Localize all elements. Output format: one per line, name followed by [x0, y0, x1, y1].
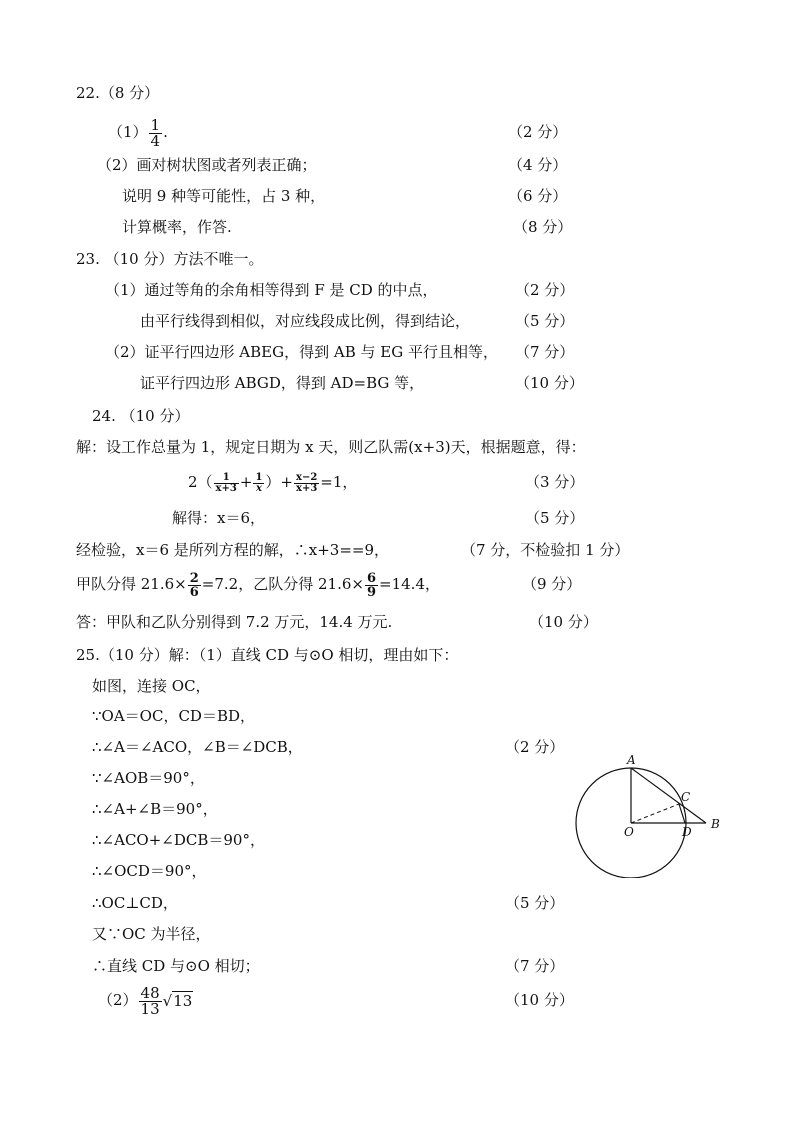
- q24-answer: 答：甲队和乙队分别得到 7.2 万元，14.4 万元.: [76, 613, 393, 631]
- q25-part2-label: （2）: [98, 991, 138, 1009]
- q23-line4: 证平行四边形 ABGD，得到 AD=BG 等，: [140, 374, 425, 392]
- q24-share-score: （9 分）: [522, 575, 582, 593]
- q24-header: 24. （10 分）: [92, 407, 190, 425]
- q24-eq-f2-denominator: x: [255, 482, 262, 494]
- q24-solve: 解得：x＝6，: [172, 509, 266, 527]
- q24-eq-fraction-3: [294, 473, 319, 494]
- q23-line2: 由平行线得到相似，对应线段成比例，得到结论，: [140, 312, 471, 330]
- q24-eq-plus: +: [239, 473, 253, 491]
- q25-line9: 又∵OC 为半径，: [92, 925, 211, 943]
- q25-geometry-figure: [568, 748, 738, 878]
- q22-part1-fraction: [149, 115, 163, 150]
- q24-equation-score: （3 分）: [525, 473, 585, 491]
- q23-line2-score: （5 分）: [515, 312, 575, 330]
- label-a: A: [627, 753, 636, 767]
- q23-header: 23. （10 分）方法不唯一。: [76, 250, 264, 268]
- q22-part2-line2-score: （6 分）: [508, 187, 568, 205]
- q24-check-score: （7 分，不检验扣 1 分）: [461, 541, 630, 559]
- q25-line1: 如图，连接 OC，: [92, 677, 211, 695]
- q24-eq-f3-denominator: x+3: [295, 482, 318, 494]
- q22-part2-line3-score: （8 分）: [513, 218, 573, 236]
- q24-share-a-numerator: 2: [189, 570, 199, 586]
- q25-line10-score: （7 分）: [505, 957, 565, 975]
- q23-line4-score: （10 分）: [515, 374, 584, 392]
- q24-answer-score: （10 分）: [529, 613, 598, 631]
- q24-eq-f1-numerator: 1: [214, 473, 239, 484]
- q24-share-a-fraction: [188, 572, 201, 599]
- q24-share-a-denominator: 6: [189, 584, 199, 600]
- q24-check: 经检验，x＝6 是所列方程的解，∴x+3==9，: [76, 541, 390, 559]
- q23-line1-score: （2 分）: [515, 281, 575, 299]
- q24-eq-f3-numerator: x−2: [295, 471, 318, 483]
- q25-part2-sqrt: √13: [162, 992, 193, 1010]
- q24-intro: 解：设工作总量为 1，规定日期为 x 天，则乙队需(x+3)天，根据题意，得：: [76, 438, 586, 456]
- q25-line4: ∵∠AOB＝90°，: [92, 769, 205, 787]
- q24-share-b-fraction: [365, 572, 378, 599]
- q25-line6: ∴∠ACO+∠DCB＝90°，: [92, 831, 265, 849]
- q24-eq-lead: 2（: [188, 473, 213, 491]
- q24-eq-fraction-2: [253, 473, 264, 494]
- q25-line10: ∴直线 CD 与⊙O 相切；: [92, 957, 260, 975]
- segment-oc: [631, 804, 679, 823]
- q22-part1-numerator: 1: [150, 115, 161, 134]
- q25-line3-score: （2 分）: [505, 738, 565, 756]
- q22-part2-line2: 说明 9 种等可能性，占 3 种，: [122, 187, 326, 205]
- q25-line5: ∴∠A+∠B＝90°，: [92, 800, 218, 818]
- q22-part2-line1: （2）画对树状图或者列表正确；: [97, 156, 317, 174]
- q23-line3: （2）证平行四边形 ABEG，得到 AB 与 EG 平行且相等，: [105, 343, 498, 361]
- q24-eq-tail: =1，: [320, 473, 358, 491]
- q25-part2-fraction: [139, 983, 162, 1018]
- q25-line2: ∵OA＝OC，CD＝BD，: [92, 707, 256, 725]
- q23-line1: （1）通过等角的余角相等得到 F 是 CD 的中点，: [105, 281, 438, 299]
- q25-part2-score: （10 分）: [505, 991, 574, 1009]
- q24-share-a-tail: =7.2，乙队分得 21.6×: [201, 575, 364, 593]
- q25-header: 25.（10 分）解：（1）直线 CD 与⊙O 相切，理由如下：: [76, 646, 459, 664]
- q25-line7: ∴∠OCD＝90°，: [92, 862, 207, 880]
- q24-equation: [188, 465, 357, 499]
- q24-eq-fraction-1: [214, 473, 239, 494]
- q24-solve-score: （5 分）: [525, 509, 585, 527]
- q25-part2: [98, 982, 193, 1019]
- label-d: D: [682, 825, 692, 839]
- q25-part2-numerator: 48: [140, 983, 160, 1002]
- q24-eq-f1-denominator: x+3: [215, 482, 237, 494]
- q24-share-b-numerator: 6: [366, 570, 377, 586]
- label-c: C: [681, 790, 691, 804]
- q22-part1-score: （2 分）: [508, 123, 568, 141]
- segment-ab: [631, 768, 706, 823]
- q24-eq-mid: ）+: [265, 473, 293, 491]
- q22-part2-line3: 计算概率，作答.: [122, 218, 232, 236]
- q25-part2-radicand: 13: [173, 992, 193, 1010]
- q23-line3-score: （7 分）: [515, 343, 575, 361]
- q22-part1-label: （1）: [108, 123, 148, 141]
- q22-part1-denominator: 4: [150, 131, 161, 150]
- q25-line8-score: （5 分）: [505, 894, 565, 912]
- q25-line3: ∴∠A＝∠ACO，∠B＝∠DCB，: [92, 738, 303, 756]
- q22-part1: [108, 115, 168, 149]
- q24-share-a-lead: 甲队分得 21.6×: [76, 575, 187, 593]
- q24-eq-f2-numerator: 1: [255, 471, 263, 483]
- q22-header: 22.（8 分）: [76, 84, 160, 102]
- q24-share: [76, 567, 440, 601]
- label-b: B: [711, 817, 720, 831]
- q25-part2-denominator: 13: [140, 999, 160, 1018]
- q24-share-b-denominator: 9: [366, 584, 377, 600]
- label-o: O: [624, 825, 634, 839]
- q22-part1-tail: .: [163, 123, 168, 141]
- q22-part2-line1-score: （4 分）: [508, 156, 568, 174]
- q25-line8: ∴OC⊥CD，: [92, 894, 178, 912]
- q24-share-b-tail: =14.4，: [379, 575, 440, 593]
